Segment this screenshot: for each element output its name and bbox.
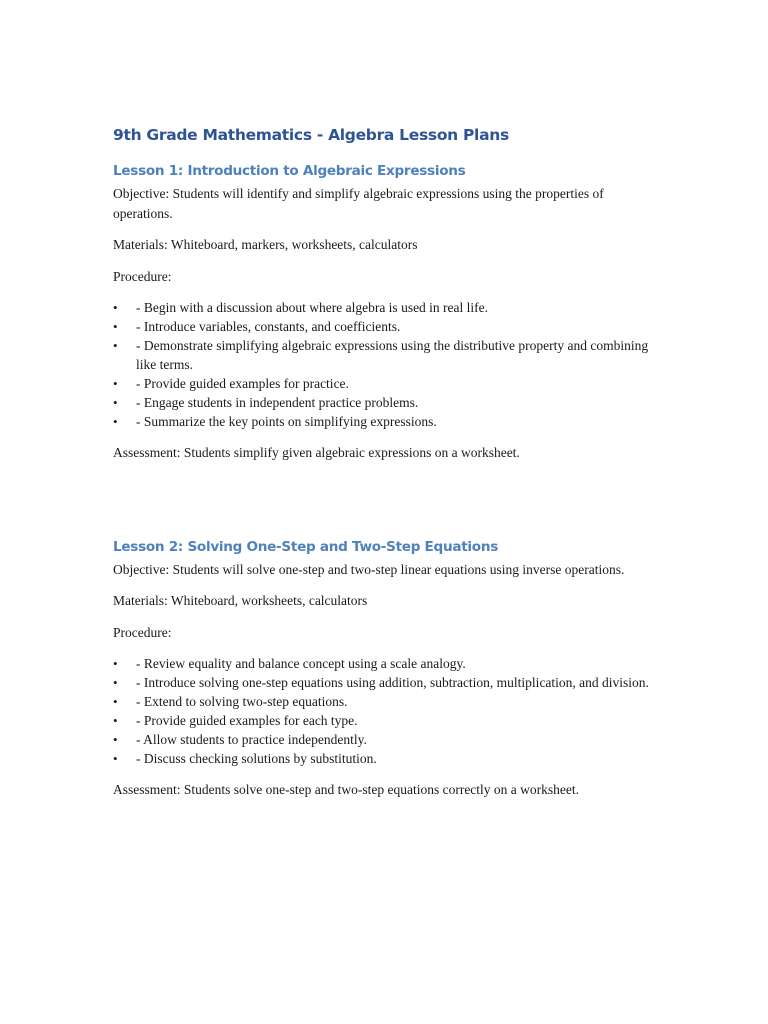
lesson-1-title: Lesson 1: Introduction to Algebraic Expressions <box>113 163 466 179</box>
bullet-icon: • <box>113 675 118 690</box>
list-item <box>113 298 658 317</box>
step-text: - Introduce solving one-step equations using addition, subtraction, multiplication, and division. <box>136 675 649 690</box>
lesson-1-objective: Objective: Students will identify and simplify algebraic expressions using the properties of operations. <box>113 186 604 221</box>
step-text: - Demonstrate simplifying algebraic expressions using the distributive property and combining like terms. <box>136 338 649 372</box>
lesson-1-assessment: Assessment: Students simplify given algebraic expressions on a worksheet. <box>113 445 520 460</box>
list-item <box>113 393 658 412</box>
bullet-icon: • <box>113 338 118 353</box>
step-text: - Extend to solving two-step equations. <box>136 694 348 709</box>
list-item <box>113 374 658 393</box>
document-title: 9th Grade Mathematics - Algebra Lesson Plans <box>113 126 509 144</box>
lesson-2-assessment: Assessment: Students solve one-step and two-step equations correctly on a worksheet. <box>113 782 580 797</box>
bullet-icon: • <box>113 751 118 766</box>
bullet-icon: • <box>113 319 118 334</box>
lesson-2-materials: Materials: Whiteboard, worksheets, calculators <box>113 593 368 608</box>
lesson-1-materials: Materials: Whiteboard, markers, worksheets, calculators <box>113 237 418 252</box>
lesson-2-title: Lesson 2: Solving One-Step and Two-Step Equations <box>113 538 498 555</box>
bullet-icon: • <box>113 656 118 671</box>
bullet-icon: • <box>113 300 118 315</box>
bullet-icon: • <box>113 376 118 391</box>
list-item <box>113 673 658 692</box>
list-item <box>113 749 658 768</box>
lesson-1-procedure-label: Procedure: <box>113 268 172 284</box>
list-item <box>113 336 658 374</box>
section-spacer <box>113 475 658 537</box>
list-item <box>113 692 658 711</box>
list-item <box>113 730 658 749</box>
step-text: - Engage students in independent practice problems. <box>136 395 419 410</box>
list-item <box>113 412 658 431</box>
lesson-2-steps-list <box>113 654 658 768</box>
step-text: - Provide guided examples for each type. <box>136 713 358 728</box>
list-item <box>113 711 658 730</box>
bullet-icon: • <box>113 395 118 410</box>
lesson-2-objective: Objective: Students will solve one-step and two-step linear equations using inverse operations. <box>113 561 625 577</box>
step-text: - Summarize the key points on simplifying expressions. <box>136 414 437 429</box>
list-item <box>113 317 658 336</box>
step-text: - Begin with a discussion about where algebra is used in real life. <box>136 300 489 315</box>
step-text: - Review equality and balance concept using a scale analogy. <box>136 656 466 671</box>
bullet-icon: • <box>113 732 118 747</box>
bullet-icon: • <box>113 414 118 429</box>
document-page <box>113 124 658 812</box>
step-text: - Introduce variables, constants, and coefficients. <box>136 319 401 334</box>
lesson-2 <box>113 537 658 800</box>
step-text: - Allow students to practice independently. <box>136 732 367 747</box>
list-item <box>113 654 658 673</box>
step-text: - Provide guided examples for practice. <box>136 376 349 391</box>
lesson-2-procedure-label: Procedure: <box>113 624 172 640</box>
step-text: - Discuss checking solutions by substitution. <box>136 751 377 766</box>
lesson-1 <box>113 161 658 463</box>
lesson-1-steps-list <box>113 298 658 431</box>
bullet-icon: • <box>113 713 118 728</box>
bullet-icon: • <box>113 694 118 709</box>
